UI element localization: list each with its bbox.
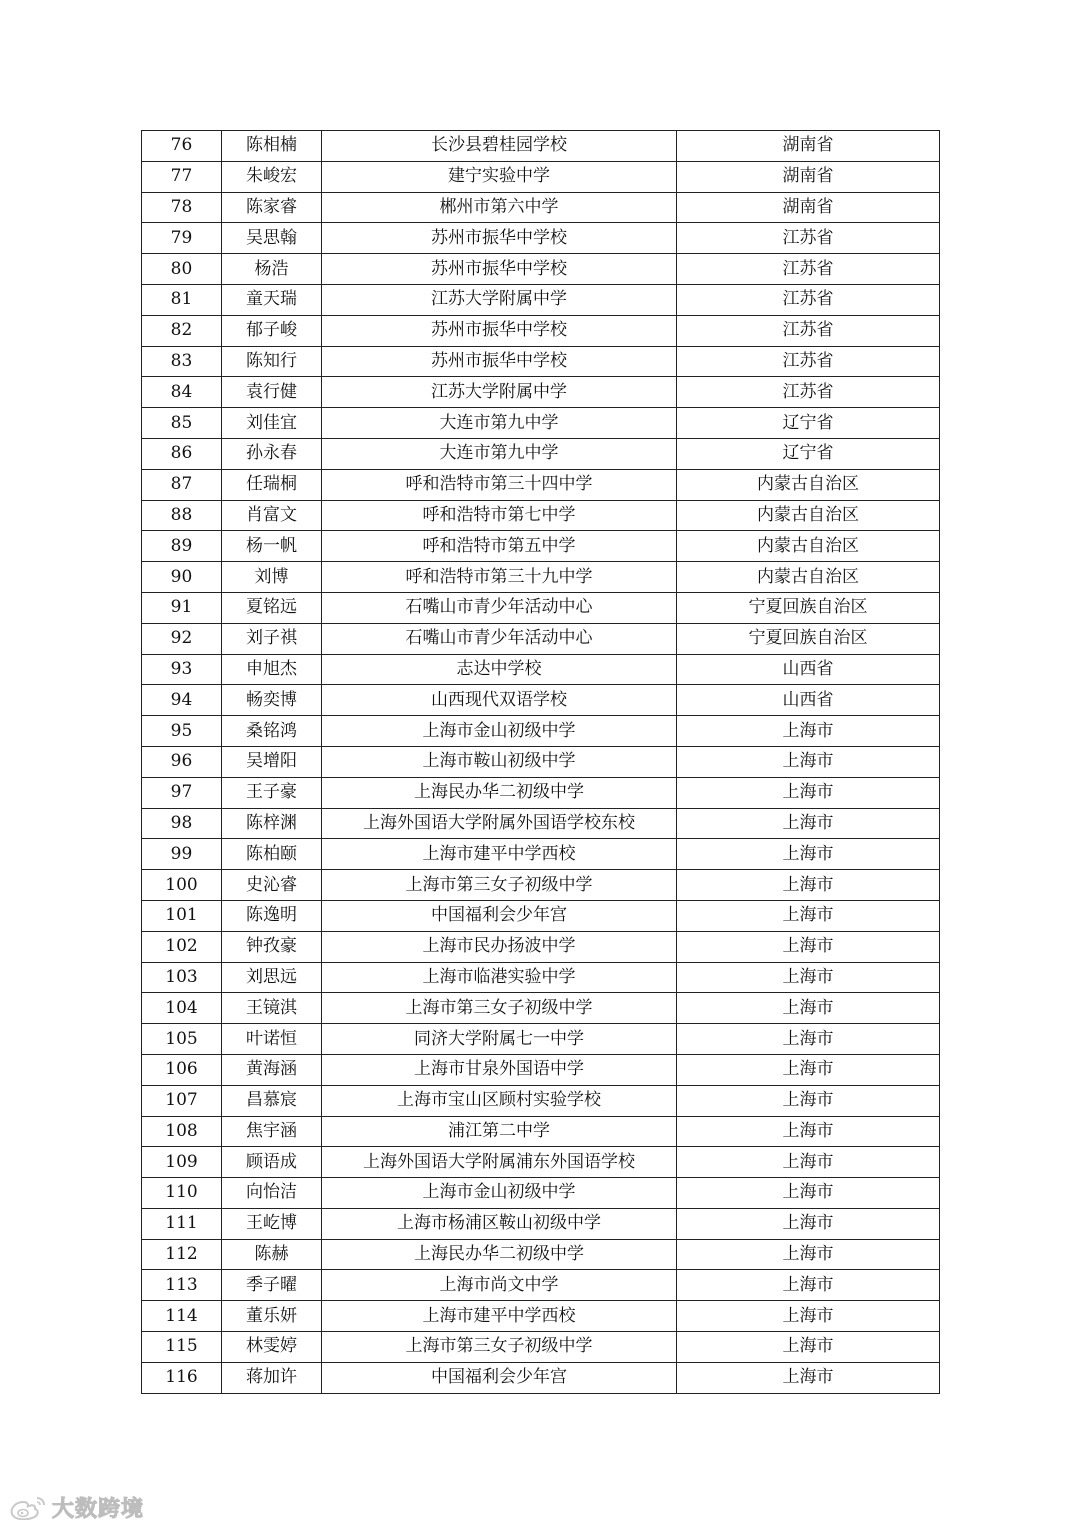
row-number-cell: 113 <box>142 1270 222 1301</box>
student-name-cell: 昌慕宸 <box>222 1085 322 1116</box>
row-number-cell: 88 <box>142 500 222 531</box>
row-number-cell: 85 <box>142 408 222 439</box>
watermark-text: 大数跨境 <box>52 1496 145 1522</box>
school-name-cell: 中国福利会少年宫 <box>322 900 677 931</box>
region-cell: 江苏省 <box>677 284 940 315</box>
region-cell: 上海市 <box>677 839 940 870</box>
student-name-cell: 董乐妍 <box>222 1301 322 1332</box>
school-name-cell: 上海外国语大学附属浦东外国语学校 <box>322 1147 677 1178</box>
school-name-cell: 上海市杨浦区鞍山初级中学 <box>322 1208 677 1239</box>
row-number-cell: 89 <box>142 531 222 562</box>
student-name-cell: 吴思翰 <box>222 223 322 254</box>
region-cell: 上海市 <box>677 808 940 839</box>
region-cell: 江苏省 <box>677 346 940 377</box>
school-name-cell: 呼和浩特市第七中学 <box>322 500 677 531</box>
region-cell: 山西省 <box>677 654 940 685</box>
region-cell: 上海市 <box>677 777 940 808</box>
row-number-cell: 76 <box>142 131 222 162</box>
table-row <box>142 315 940 346</box>
school-name-cell: 上海市金山初级中学 <box>322 1178 677 1209</box>
table-row <box>142 254 940 285</box>
school-name-cell: 大连市第九中学 <box>322 408 677 439</box>
school-name-cell: 上海市甘泉外国语中学 <box>322 1054 677 1085</box>
student-name-cell: 王镜淇 <box>222 993 322 1024</box>
table-row <box>142 161 940 192</box>
student-name-cell: 袁行健 <box>222 377 322 408</box>
table-row <box>142 716 940 747</box>
school-name-cell: 上海外国语大学附属外国语学校东校 <box>322 808 677 839</box>
school-name-cell: 苏州市振华中学校 <box>322 315 677 346</box>
student-name-cell: 童天瑞 <box>222 284 322 315</box>
row-number-cell: 101 <box>142 900 222 931</box>
row-number-cell: 115 <box>142 1332 222 1363</box>
region-cell: 上海市 <box>677 1054 940 1085</box>
table-row <box>142 1054 940 1085</box>
row-number-cell: 95 <box>142 716 222 747</box>
table-row <box>142 284 940 315</box>
student-name-cell: 黄海涵 <box>222 1054 322 1085</box>
region-cell: 上海市 <box>677 931 940 962</box>
region-cell: 湖南省 <box>677 161 940 192</box>
row-number-cell: 100 <box>142 870 222 901</box>
region-cell: 上海市 <box>677 900 940 931</box>
row-number-cell: 107 <box>142 1085 222 1116</box>
student-name-cell: 陈相楠 <box>222 131 322 162</box>
region-cell: 上海市 <box>677 1332 940 1363</box>
region-cell: 上海市 <box>677 1208 940 1239</box>
school-name-cell: 上海市金山初级中学 <box>322 716 677 747</box>
table-row <box>142 808 940 839</box>
student-name-cell: 史沁睿 <box>222 870 322 901</box>
school-name-cell: 大连市第九中学 <box>322 438 677 469</box>
region-cell: 江苏省 <box>677 315 940 346</box>
row-number-cell: 80 <box>142 254 222 285</box>
school-name-cell: 苏州市振华中学校 <box>322 254 677 285</box>
table-row <box>142 223 940 254</box>
student-name-cell: 钟孜豪 <box>222 931 322 962</box>
table-row <box>142 1239 940 1270</box>
row-number-cell: 96 <box>142 746 222 777</box>
school-name-cell: 苏州市振华中学校 <box>322 346 677 377</box>
student-name-cell: 季子曜 <box>222 1270 322 1301</box>
student-name-cell: 陈柏颐 <box>222 839 322 870</box>
school-name-cell: 呼和浩特市第三十九中学 <box>322 562 677 593</box>
row-number-cell: 109 <box>142 1147 222 1178</box>
table-row <box>142 870 940 901</box>
table-row <box>142 192 940 223</box>
row-number-cell: 116 <box>142 1362 222 1393</box>
school-name-cell: 上海民办华二初级中学 <box>322 777 677 808</box>
region-cell: 上海市 <box>677 716 940 747</box>
region-cell: 内蒙古自治区 <box>677 531 940 562</box>
student-name-cell: 刘博 <box>222 562 322 593</box>
school-name-cell: 石嘴山市青少年活动中心 <box>322 623 677 654</box>
region-cell: 上海市 <box>677 746 940 777</box>
school-name-cell: 长沙县碧桂园学校 <box>322 131 677 162</box>
row-number-cell: 112 <box>142 1239 222 1270</box>
table-row <box>142 346 940 377</box>
table-row <box>142 1362 940 1393</box>
region-cell: 上海市 <box>677 1085 940 1116</box>
school-name-cell: 苏州市振华中学校 <box>322 223 677 254</box>
table-row <box>142 500 940 531</box>
table-row <box>142 531 940 562</box>
region-cell: 上海市 <box>677 1270 940 1301</box>
student-name-cell: 杨一帆 <box>222 531 322 562</box>
school-name-cell: 志达中学校 <box>322 654 677 685</box>
region-cell: 江苏省 <box>677 377 940 408</box>
table-row <box>142 562 940 593</box>
student-name-cell: 王子豪 <box>222 777 322 808</box>
row-number-cell: 78 <box>142 192 222 223</box>
table-row <box>142 1332 940 1363</box>
student-name-cell: 夏铭远 <box>222 592 322 623</box>
table-row <box>142 746 940 777</box>
table-row <box>142 131 940 162</box>
table-row <box>142 962 940 993</box>
row-number-cell: 91 <box>142 592 222 623</box>
region-cell: 湖南省 <box>677 192 940 223</box>
row-number-cell: 99 <box>142 839 222 870</box>
school-name-cell: 上海市民办扬波中学 <box>322 931 677 962</box>
table-row <box>142 408 940 439</box>
region-cell: 辽宁省 <box>677 408 940 439</box>
watermark <box>8 1492 144 1522</box>
student-name-cell: 肖富文 <box>222 500 322 531</box>
student-name-cell: 叶诺恒 <box>222 1024 322 1055</box>
row-number-cell: 111 <box>142 1208 222 1239</box>
row-number-cell: 82 <box>142 315 222 346</box>
row-number-cell: 94 <box>142 685 222 716</box>
table-row <box>142 1147 940 1178</box>
row-number-cell: 102 <box>142 931 222 962</box>
table-row <box>142 993 940 1024</box>
row-number-cell: 114 <box>142 1301 222 1332</box>
school-name-cell: 石嘴山市青少年活动中心 <box>322 592 677 623</box>
roster-table <box>141 130 940 1394</box>
school-name-cell: 中国福利会少年宫 <box>322 1362 677 1393</box>
region-cell: 上海市 <box>677 962 940 993</box>
student-name-cell: 申旭杰 <box>222 654 322 685</box>
table-row <box>142 1024 940 1055</box>
school-name-cell: 上海市鞍山初级中学 <box>322 746 677 777</box>
student-name-cell: 刘佳宜 <box>222 408 322 439</box>
student-name-cell: 蒋加许 <box>222 1362 322 1393</box>
student-name-cell: 陈逸明 <box>222 900 322 931</box>
row-number-cell: 97 <box>142 777 222 808</box>
table-row <box>142 592 940 623</box>
table-row <box>142 1085 940 1116</box>
region-cell: 山西省 <box>677 685 940 716</box>
region-cell: 宁夏回族自治区 <box>677 623 940 654</box>
table-row <box>142 1270 940 1301</box>
table-row <box>142 1208 940 1239</box>
row-number-cell: 90 <box>142 562 222 593</box>
school-name-cell: 建宁实验中学 <box>322 161 677 192</box>
school-name-cell: 浦江第二中学 <box>322 1116 677 1147</box>
row-number-cell: 83 <box>142 346 222 377</box>
table-row <box>142 1116 940 1147</box>
table-row <box>142 1178 940 1209</box>
student-name-cell: 顾语成 <box>222 1147 322 1178</box>
school-name-cell: 上海市第三女子初级中学 <box>322 993 677 1024</box>
region-cell: 江苏省 <box>677 254 940 285</box>
region-cell: 辽宁省 <box>677 438 940 469</box>
school-name-cell: 郴州市第六中学 <box>322 192 677 223</box>
student-name-cell: 吴增阳 <box>222 746 322 777</box>
student-name-cell: 王屹博 <box>222 1208 322 1239</box>
row-number-cell: 110 <box>142 1178 222 1209</box>
row-number-cell: 79 <box>142 223 222 254</box>
student-name-cell: 刘子祺 <box>222 623 322 654</box>
region-cell: 上海市 <box>677 1024 940 1055</box>
row-number-cell: 92 <box>142 623 222 654</box>
student-name-cell: 陈赫 <box>222 1239 322 1270</box>
row-number-cell: 104 <box>142 993 222 1024</box>
school-name-cell: 上海市宝山区顾村实验学校 <box>322 1085 677 1116</box>
student-name-cell: 任瑞桐 <box>222 469 322 500</box>
region-cell: 上海市 <box>677 870 940 901</box>
row-number-cell: 93 <box>142 654 222 685</box>
row-number-cell: 106 <box>142 1054 222 1085</box>
table-row <box>142 931 940 962</box>
school-name-cell: 上海市尚文中学 <box>322 1270 677 1301</box>
student-name-cell: 焦宇涵 <box>222 1116 322 1147</box>
row-number-cell: 103 <box>142 962 222 993</box>
region-cell: 上海市 <box>677 993 940 1024</box>
row-number-cell: 86 <box>142 438 222 469</box>
region-cell: 江苏省 <box>677 223 940 254</box>
student-name-cell: 向怡洁 <box>222 1178 322 1209</box>
table-row <box>142 438 940 469</box>
table-row <box>142 377 940 408</box>
row-number-cell: 87 <box>142 469 222 500</box>
table-row <box>142 469 940 500</box>
school-name-cell: 上海民办华二初级中学 <box>322 1239 677 1270</box>
school-name-cell: 呼和浩特市第五中学 <box>322 531 677 562</box>
region-cell: 内蒙古自治区 <box>677 562 940 593</box>
row-number-cell: 98 <box>142 808 222 839</box>
school-name-cell: 上海市第三女子初级中学 <box>322 870 677 901</box>
student-name-cell: 陈知行 <box>222 346 322 377</box>
region-cell: 上海市 <box>677 1147 940 1178</box>
school-name-cell: 上海市第三女子初级中学 <box>322 1332 677 1363</box>
student-name-cell: 杨浩 <box>222 254 322 285</box>
school-name-cell: 呼和浩特市第三十四中学 <box>322 469 677 500</box>
weibo-logo-icon <box>8 1494 48 1520</box>
student-name-cell: 郁子峻 <box>222 315 322 346</box>
student-name-cell: 畅奕博 <box>222 685 322 716</box>
student-name-cell: 朱峻宏 <box>222 161 322 192</box>
table-row <box>142 839 940 870</box>
table-row <box>142 777 940 808</box>
region-cell: 宁夏回族自治区 <box>677 592 940 623</box>
student-name-cell: 桑铭鸿 <box>222 716 322 747</box>
region-cell: 上海市 <box>677 1116 940 1147</box>
school-name-cell: 江苏大学附属中学 <box>322 377 677 408</box>
region-cell: 湖南省 <box>677 131 940 162</box>
region-cell: 上海市 <box>677 1362 940 1393</box>
student-name-cell: 林雯婷 <box>222 1332 322 1363</box>
row-number-cell: 77 <box>142 161 222 192</box>
row-number-cell: 105 <box>142 1024 222 1055</box>
region-cell: 内蒙古自治区 <box>677 469 940 500</box>
school-name-cell: 上海市建平中学西校 <box>322 839 677 870</box>
region-cell: 上海市 <box>677 1239 940 1270</box>
row-number-cell: 81 <box>142 284 222 315</box>
school-name-cell: 江苏大学附属中学 <box>322 284 677 315</box>
school-name-cell: 山西现代双语学校 <box>322 685 677 716</box>
table-row <box>142 900 940 931</box>
table-row <box>142 654 940 685</box>
student-name-cell: 刘思远 <box>222 962 322 993</box>
region-cell: 上海市 <box>677 1301 940 1332</box>
table-row <box>142 1301 940 1332</box>
roster-table-body <box>142 131 940 1394</box>
table-row <box>142 685 940 716</box>
row-number-cell: 84 <box>142 377 222 408</box>
row-number-cell: 108 <box>142 1116 222 1147</box>
student-name-cell: 陈家睿 <box>222 192 322 223</box>
school-name-cell: 上海市建平中学西校 <box>322 1301 677 1332</box>
region-cell: 内蒙古自治区 <box>677 500 940 531</box>
region-cell: 上海市 <box>677 1178 940 1209</box>
student-name-cell: 孙永春 <box>222 438 322 469</box>
school-name-cell: 上海市临港实验中学 <box>322 962 677 993</box>
student-name-cell: 陈梓渊 <box>222 808 322 839</box>
table-row <box>142 623 940 654</box>
school-name-cell: 同济大学附属七一中学 <box>322 1024 677 1055</box>
